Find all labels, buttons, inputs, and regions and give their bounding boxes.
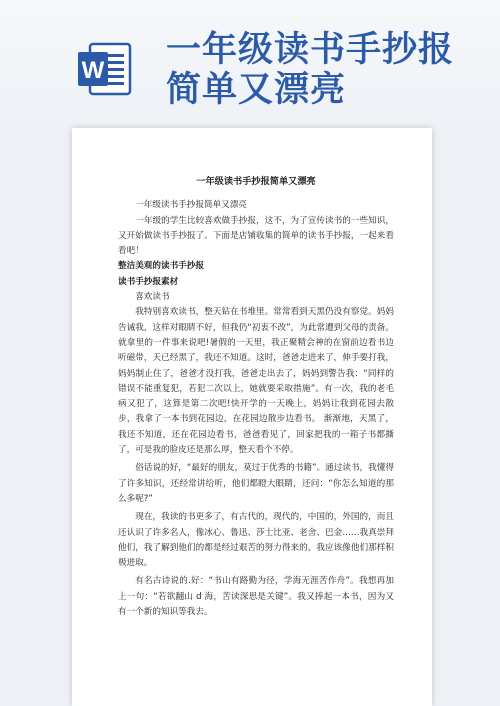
section-heading: 整洁美观的读书手抄报 [118,261,204,272]
document-page [72,128,432,706]
paragraph-intro: 一年级的学生比较喜欢做手抄报，这不，为了宣传读书的一些知识，又开始做读书手抄报了。下面是店铺收集的简单的读书手抄报，一起来看看吧！ [118,215,394,257]
paragraph-subtitle: 一年级读书手抄报简单又漂亮 [135,200,247,211]
document-body [118,174,394,620]
header-banner [0,0,500,128]
word-app-icon [76,40,134,98]
paragraph-body: 有名古诗说的.好：“书山有路勤为径，学海无涯苦作舟”。我想再加上一句：“若欲翻山 d 海，苦读深思是关键”。我又捧起一本书，因为又有一个新的知识等我去。 [118,576,394,618]
banner-title-line2: 简单又漂亮 [166,70,347,110]
paragraph-body: 现在，我读的书更多了，有古代的，现代的，中国的，外国的，而且还认识了许多名人，像冰心、鲁迅、莎士比亚、老舍、巴金……我真崇拜他们，我了解到他们的都是经过艰苦的努力得来的，我应该像他们那样积极进取。 [118,512,394,569]
paragraph-body: 我特别喜欢读书，整天钻在书堆里。常常看到天黑仍没有察觉。妈妈告诫我，这样对眼睛不好，但我仍“初衷不改”，为此常遭到父母的责备。就拿里的一件事来说吧!暑假的一天里，我正聚精会神的在窗前边看书边听磁带，天已经黑了，我还不知道。这时，爸爸走进来了，伸手要打我，妈妈制止住了，爸爸才没打我，爸爸走出去了，妈妈到警告我：“同样的错误不能重复犯，若犯二次以上，她就要采取措施”。有一次，我的老毛病又犯了，这算是第二次吧!快开学的一天晚上，妈妈让我到花园去散步，我拿了一本书到花园边，在花园边散步边看书。 渐渐地，天黑了，我还不知道，还在花园边看书，爸爸看见了，回家把我的一箱子书都撕了，可是我的脸皮还是那么厚，整天看个不停。 [118,307,394,456]
essay-title: 喜欢读书 [135,292,170,303]
svg-text:W: W [81,57,105,84]
paragraph-body: 俗话说的好，“最好的朋友，莫过于优秀的书籍”。通过读书，我懂得了许多知识，还经常讲给听，他们都瞪大眼睛，还问：“你怎么知道的那么多呢?” [118,463,394,504]
banner-title [166,30,496,110]
section-heading: 读书手抄报素材 [118,276,179,287]
document-title: 一年级读书手抄报简单又漂亮 [196,176,316,187]
banner-title-line1: 一年级读书手抄报 [166,30,455,70]
